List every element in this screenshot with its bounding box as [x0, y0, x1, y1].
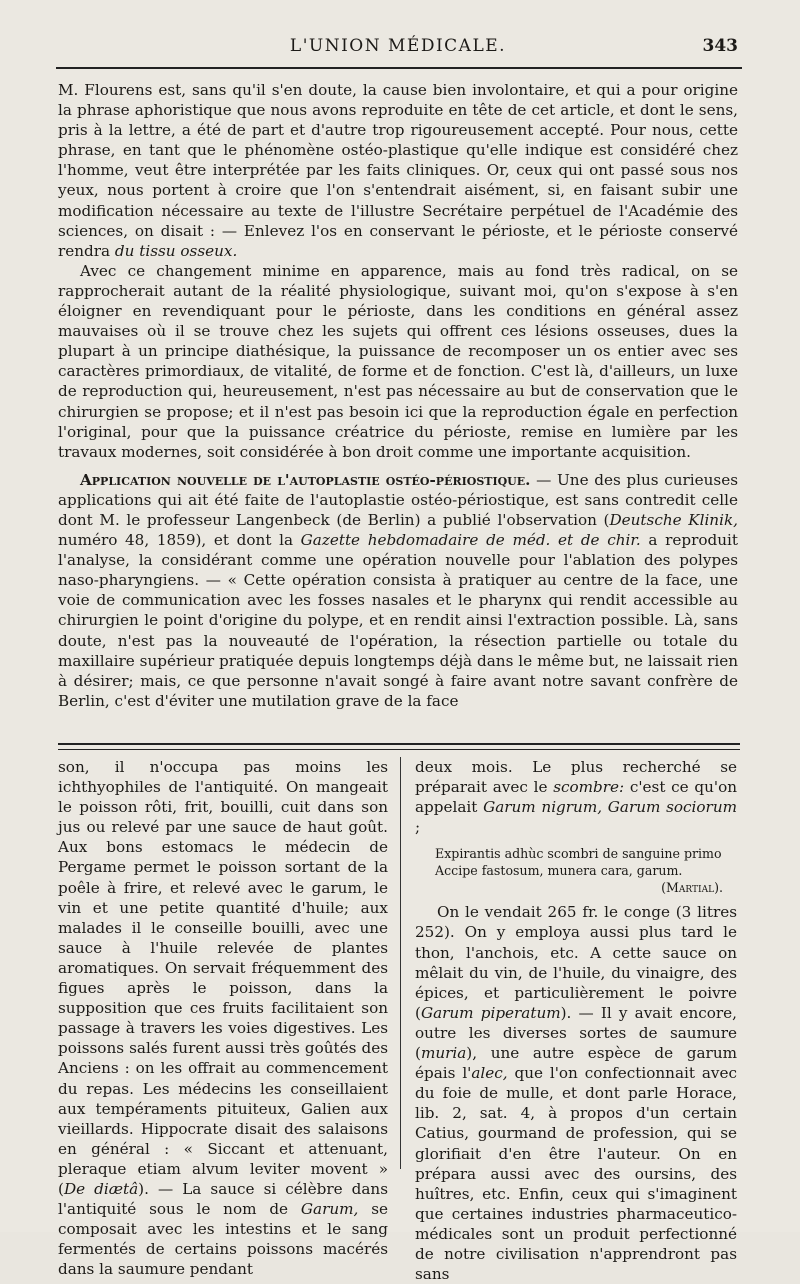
left-text-a: son, il n'occupa pas moins les ichthyophiles de l'antiquité. On mangeait le poisson rôti, frit, bouilli, cuit dans son jus ou relevé par une sauce de haut goût. Aux bons estomacs le médecin de Pergame permet le poisson sortant de la poêle à frire, et relevé avec le garum, le vin et une petite quantité d'huile; aux malades il le conseille bouilli, avec une sauce à l'huile relevée de plantes aromatiques. On servait fréquemment des figues après le poisson, dans la supposition que ces fruits facilitaient son passage à travers les voies digestives. Les poissons salés furent aussi très goûtés des Anciens : on les offrait au commencement du repas. Les médecins les conseillaient aux tempéraments pituiteux, Galien aux vieillards. Hippocrate disait des salaisons en général : « Siccant et attenuant, pleraque etiam alvum leviter movent » (	[58, 758, 388, 1198]
right-text-b: c'est ce qu'on appelait	[415, 778, 737, 817]
page-header	[58, 36, 738, 66]
left-text-c: se composait avec les intestins et le sang fermentés de certains poissons macérés dans la saumure pendant	[58, 1200, 388, 1279]
paragraph-1-text: M. Flourens est, sans qu'il s'en doute, la cause bien involontaire, et qui a pour origine la phrase aphoristique que nous avons reproduite en tête de cet article, et dont le sens, pris à la lettre, a été de part et d'autre trop rigoureusement accepté. Pour nous, cette phrase, en tant que le phénomène ostéo-plastique qu'elle indique est considéré chez l'homme, veut être interprétée par les faits cliniques. Or, ceux qui ont passé sous nos yeux, nous portent à croire que l'on s'entendrait aisément, si, en faisant subir une modification nécessaire au texte de l'illustre Secrétaire perpétuel de l'Académie des sciences, on disait : — Enlevez l'os en conservant le périoste, et le périoste conservé rendra	[58, 81, 738, 260]
right-column-text-1	[415, 757, 737, 837]
paragraph-1-italic: du tissu osseux.	[114, 241, 238, 260]
column-divider	[400, 757, 401, 1169]
verse-line-1: Expirantis adhùc scombri de sanguine primo	[435, 846, 722, 862]
right-p2-italic-2: muria	[420, 1044, 467, 1063]
left-column-text	[58, 757, 388, 1279]
paragraph-3-text-b: numéro 48, 1859), et dont la	[58, 531, 301, 550]
right-p2-d: que l'on confectionnait avec du foie de mulle, et dont parle Horace, lib. 2, sat. 4, à propos d'un certain Catius, gourmand de profession, qui se glorifiait d'en être l'auteur. On en prépara aussi avec des oursins, des huîtres, etc. Enfin, ceux qui s'imaginent que certaines industries pharmaceutico-médicales sont un produit perfectionné de notre civilisation n'apprendront pas sans	[415, 1064, 737, 1284]
page-number: 343	[702, 36, 738, 56]
left-text-b: ). — La sauce si célèbre dans l'antiquité sous le nom de	[58, 1179, 388, 1219]
paragraph-3-italic-2: Gazette hebdomadaire de méd. et de chir.	[300, 531, 641, 550]
right-p2-a: On le vendait 265 fr. le conge (3 litres 252). On y employa aussi plus tard le thon, l'anchois, etc. A cette sauce on mêlait du vin, de l'huile, du vinaigre, des épices, et particulièrement le poivre (	[415, 903, 737, 1022]
right-column-text-2	[415, 902, 737, 1284]
feuilleton-left-column	[58, 757, 388, 1279]
right-text-c: ;	[415, 818, 421, 837]
right-p2-c: ), une autre espèce de garum épais l'	[415, 1044, 737, 1083]
left-italic-2: Garum,	[300, 1200, 359, 1219]
right-text-a: deux mois. Le plus recherché se préparait avec le	[415, 758, 737, 797]
verse-attribution: (Martial).	[661, 880, 723, 896]
running-title: L'UNION MÉDICALE.	[289, 36, 507, 56]
verse-quotation	[435, 845, 737, 896]
left-italic-1: De diætâ	[63, 1179, 139, 1198]
feuilleton-right-column	[415, 757, 737, 1284]
main-article	[58, 80, 738, 711]
right-italic-1: scombre:	[553, 778, 625, 797]
feuilleton-separator	[58, 743, 740, 750]
paragraph-3-italic-1: Deutsche Klinik,	[609, 510, 738, 529]
right-italic-2: Garum nigrum, Garum sociorum	[483, 798, 737, 817]
paragraph-3-text-a: — Une des plus curieuses applications qui ait été faite de l'autoplastie ostéo-périostique, est sans contredit celle dont M. le professeur Langenbeck (de Berlin) a publié l'observation (	[58, 470, 739, 529]
paragraph-2: Avec ce changement minime en apparence, mais au fond très radical, on se rapprocherait autant de la réalité physiologique, suivant moi, qu'on s'expose à s'en éloigner en revendiquant pour le périoste, dans les conditions en général assez mauvaises où il se trouve chez les sujets qui offrent ces lésions osseuses, dues la plupart à un principe diathésique, la puissance de recomposer un os entier avec ses caractères primordiaux, de vitalité, de forme et de fonction. C'est là, d'ailleurs, un luxe de reproduction qui, heureusement, n'est pas nécessaire au but de conservation que le chirurgien se propose; et il n'est pas besoin ici que la reproduction égale en perfection l'original, pour que la puissance créatrice du périoste, remise en lumière par les travaux modernes, soit considérée à bon droit comme une importante acquisition.	[58, 261, 738, 461]
paragraph-3-text-c: a reproduit l'analyse, la considérant comme une opération nouvelle pour l'ablation des polypes naso-pharyngiens. — « Cette opération consista à pratiquer au centre de la face, une voie de communication avec les fosses nasales et le pharynx qui rendit accessible au chirurgien le point d'origine du polype, et en rendit ainsi l'extraction possible. Là, sans doute, n'est pas la nouveauté de l'opération, la résection partielle ou totale du maxillaire supérieur pratiquée depuis longtemps déjà dans le même but, ne laissait rien à désirer; mais, ce que personne n'avait songé à faire avant notre savant confrère de Berlin, c'est d'éviter une mutilation grave de la face	[58, 531, 738, 710]
header-rule	[56, 67, 742, 69]
right-p2-italic-1: Garum piperatum	[420, 1003, 561, 1022]
paragraph-3	[58, 470, 738, 711]
paragraph-1	[58, 80, 738, 261]
section-title: Application nouvelle de l'autoplastie ostéo-périostique.	[80, 470, 531, 489]
right-p2-b: ). — Il y avait encore, outre les diverses sortes de saumure (	[415, 1003, 737, 1063]
right-p2-italic-3: alec,	[471, 1064, 508, 1083]
verse-line-2: Accipe fastosum, munera cara, garum.	[435, 863, 683, 879]
